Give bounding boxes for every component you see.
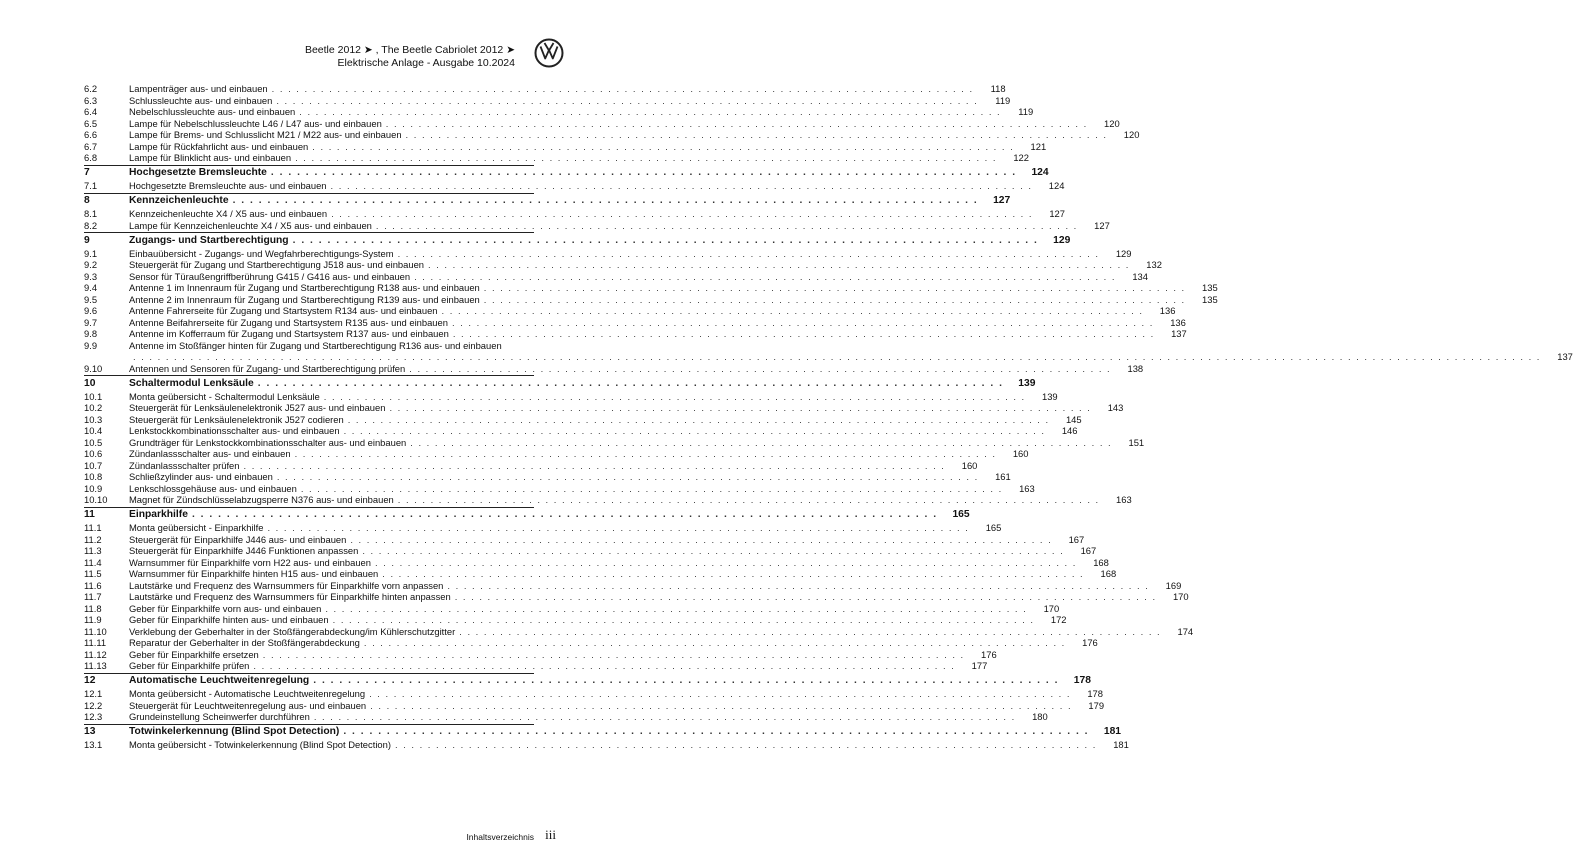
toc-entry[interactable]: [84, 106, 1034, 118]
toc-entry[interactable]: [84, 711, 1048, 723]
toc-entry-number: 6.7: [84, 140, 98, 152]
toc-entry-page: 129: [1115, 247, 1132, 259]
toc-entry-number: 9.7: [84, 316, 98, 328]
toc-entry-title: Schließzylinder aus- und einbauen: [129, 471, 273, 482]
header-edition-line: Elektrische Anlage - Ausgabe 10.2024: [337, 57, 515, 69]
toc-entry[interactable]: [84, 648, 997, 661]
toc-entry-title: Grundträger für Lenkstockkombinationsschalter aus- und einbauen: [129, 436, 407, 448]
toc-entry-title: Lampe für Blinklicht aus- und einbauen: [129, 152, 292, 163]
toc-entry-title: Antenne im Kofferraum für Zugang und Startsystem R137 aus- und einbauen: [129, 328, 449, 339]
toc-entry-number: 6.4: [84, 106, 98, 117]
toc-entry-title: Geber für Einparkhilfe ersetzen: [129, 648, 259, 660]
toc-chapter-entry[interactable]: [84, 507, 970, 523]
toc-entry[interactable]: [84, 152, 1029, 164]
toc-leader-dots: . . . . . . . . . . . . . . . . . . . . . . . . . . . . . . . . . . . . . . . . . . . . . . . . . . . . . . . . . . . . . . . . . . . . . . . . . . . . . . . . . . . . . .: [397, 494, 1100, 505]
toc-entry-page: 120: [1104, 117, 1120, 129]
toc-entry-number: 9.9: [84, 339, 98, 351]
toc-entry-number: 8.2: [84, 219, 98, 231]
toc-leader-dots: . . . . . . . . . . . . . . . . . . . . . . . . . . . . . . . . . . . . . . . . . . . . . . . . . . . . . . . . . . . . . . . . . . . . . . . . . . . . . . . . . . . . . .: [397, 247, 1100, 259]
toc-entry-number: 9.4: [84, 282, 98, 293]
toc-leader-dots: . . . . . . . . . . . . . . . . . . . . . . . . . . . . . . . . . . . . . . . . . . . . . . . . . . . . . . . . . . . . . . . . . . . . . . . . . . . . . . . . . . . . . .: [483, 282, 1186, 293]
toc-entry-title: Antenne im Stoßfänger hinten für Zugang und Startberechtigung R136 aus- und einbauen: [129, 339, 502, 351]
toc-entry-page: 151: [1128, 436, 1145, 448]
toc-leader-dots: . . . . . . . . . . . . . . . . . . . . . . . . . . . . . . . . . . . . . . . . . . . . . . . . . . . . . . . . . . . . . . . . . . . . . . . . . . . . . . . . . . . . . .: [276, 94, 979, 106]
toc-leader-dots: . . . . . . . . . . . . . . . . . . . . . . . . . . . . . . . . . . . . . . . . . . . . . . . . . . . . . . . . . . . . . . . . . . . . . . . . . . . . . . . . . . . . . .: [394, 739, 1097, 750]
toc-entry-title: Lautstärke und Frequenz des Warnsummers für Einparkhilfe vorn anpassen: [129, 579, 444, 591]
toc-entry-page: 134: [1132, 270, 1148, 282]
toc-entry-page: 178: [1073, 675, 1091, 686]
toc-leader-dots: . . . . . . . . . . . . . . . . . . . . . . . . . . . . . . . . . . . . . . . . . . . . . . . . . . . . . . . . . . . . . . . . . . . . . . . . . . . . . . . . . . . . . .: [294, 448, 997, 459]
toc-entry[interactable]: [84, 247, 1132, 260]
toc-entry-title: Antenne Beifahrerseite für Zugang und Startsystem R135 aus- und einbauen: [129, 316, 448, 328]
toc-entry-number: 6.8: [84, 152, 98, 163]
toc-leader-dots: . . . . . . . . . . . . . . . . . . . . . . . . . . . . . . . . . . . . . . . . . . . . . . . . . . . . . . . . . . . . . . . . . . . . . . . . . . . . . . . . . . . . . .: [343, 425, 1046, 436]
toc-entry-title: Lautstärke und Frequenz des Warnsummers für Einparkhilfe hinten anpassen: [129, 591, 451, 602]
toc-entry-number: 6.5: [84, 117, 98, 129]
toc-entry[interactable]: [84, 305, 1176, 317]
toc-entry[interactable]: [84, 259, 1162, 271]
toc-entry-page: 139: [1018, 377, 1036, 389]
toc-entry-page: 127: [1049, 208, 1065, 219]
toc-leader-dots: . . . . . . . . . . . . . . . . . . . . . . . . . . . . . . . . . . . . . . . . . . . . . . . . . . . . . . . . . . . . . . . . . . . . . . . . . . . . . . . . . . . . . .: [299, 106, 1002, 117]
indent-spacer: [84, 351, 129, 363]
toc-entry-number: 9: [84, 234, 90, 246]
toc-entry[interactable]: [84, 219, 1110, 232]
toc-entry-number: 11.2: [84, 533, 102, 545]
toc-entry-number: 8.1: [84, 208, 98, 219]
toc-entry[interactable]: [84, 494, 1132, 506]
toc-leader-dots: . . . . . . . . . . . . . . . . . . . . . . . . . . . . . . . . . . . . . . . . . . . . . . . . . . . . . . . . . . . . . . . . . . . . . . . . . . . . . . . . . . . . . .: [271, 83, 974, 94]
toc-entry-page: 177: [971, 660, 988, 671]
toc-entry-page: 124: [1048, 180, 1065, 191]
toc-entry-title: Totwinkelerkennung (Blind Spot Detection): [129, 726, 340, 737]
toc-leader-dots: . . . . . . . . . . . . . . . . . . . . . . . . . . . . . . . . . . . . . . . . . . . . . . . . . . . . . . . . . . . . . . . . . . . . . . . . . . . . . . . . . . . . . .: [331, 208, 1033, 219]
toc-entry-title: Steuergerät für Lenksäulenelektronik J527 aus- und einbauen: [129, 402, 386, 413]
toc-entry[interactable]: [84, 413, 1082, 426]
toc-entry-page: 129: [1053, 234, 1071, 246]
toc-leader-dots: . . . . . . . . . . . . . . . . . . . . . . . . . . . . . . . . . . . . . . . . . . . . . . . . . . . . . . . . . . . . . . . . . . . . . . . . . . . . . . . . . . . . . .: [428, 259, 1130, 270]
toc-entry-title: Grundeinstellung Scheinwerfer durchführen: [129, 711, 310, 722]
toc-entry-number: 6.2: [84, 83, 98, 94]
toc-entry-title: Antenne Fahrerseite für Zugang und Startsystem R134 aus- und einbauen: [129, 305, 438, 316]
toc-entry-number: 9.8: [84, 328, 98, 339]
toc-entry[interactable]: [84, 140, 1047, 153]
toc-entry-page: 122: [1013, 152, 1029, 163]
toc-entry[interactable]: [84, 579, 1182, 592]
toc-entry-page: 163: [1019, 482, 1035, 494]
toc-leader-dots: . . . . . . . . . . . . . . . . . . . . . . . . . . . . . . . . . . . . . . . . . . . . . . . . . . . . . . . . . . . . . . . . . . . . . . . . . . . . . . . . . . . . . .: [452, 328, 1155, 339]
toc-entry-page: 136: [1170, 316, 1186, 328]
toc-leader-dots: . . . . . . . . . . . . . . . . . . . . . . . . . . . . . . . . . . . . . . . . . . . . . . . . . . . . . . . . . . . . . . . . . . . . . . . . . . . . . . . . . . . . . .: [243, 459, 946, 471]
toc-entry-title: Lenkschlossgehäuse aus- und einbauen: [129, 482, 297, 494]
toc-entry-title: Antenne 2 im Innenraum für Zugang und Startberechtigung R139 aus- und einbauen: [129, 293, 480, 305]
toc-entry-page: 124: [1031, 167, 1049, 178]
toc-entry-number: 10.6: [84, 448, 103, 459]
toc-entry-title: Einparkhilfe: [129, 509, 188, 520]
toc-entry-page: 143: [1107, 402, 1124, 413]
toc-entry-title: Geber für Einparkhilfe hinten aus- und einbauen: [129, 614, 329, 625]
toc-leader-dots: . . . . . . . . . . . . . . . . . . . . . . . . . . . . . . . . . . . . . . . . . . . . . . . . . . . . . . . . . . . . . . . . . . . . . . . . . . . . . . . . . . . . . .: [447, 579, 1150, 591]
toc-entry-title: Steuergerät für Zugang und Startberechtigung J518 aus- und einbauen: [129, 259, 425, 270]
toc-leader-dots: . . . . . . . . . . . . . . . . . . . . . . . . . . . . . . . . . . . . . . . . . . . . . . . . . . . . . . . . . . . . . . . . . . . . . . . . . . . . . . . . . . . . . .: [347, 413, 1050, 425]
toc-leader-dots: . . . . . . . . . . . . . . . . . . . . . . . . . . . . . . . . . . . . . . . . . . . . . . . . . . . . . . . . . . . . . . . . . . . . . . . . . . . . . . . . . . . . . .: [276, 471, 979, 482]
toc-entry-number: 9.3: [84, 270, 98, 282]
toc-entry-title: Hochgesetzte Bremsleuchte: [129, 167, 267, 178]
toc-entry-page: 119: [995, 94, 1011, 106]
toc-leader-dots: . . . . . . . . . . . . . . . . . . . . . . . . . . . . . . . . . . . . . . . . . . . . . . . . . . . . . . . . . . . . . . . . . . . . . . . . . . . . . . . . . . . . . .: [295, 152, 997, 163]
toc-entry[interactable]: [84, 83, 1006, 95]
toc-leader-dots: . . . . . . . . . . . . . . . . . . . . . . . . . . . . . . . . . . . . . . . . . . . . . . . . . . . . . . . . . . . . . . . . . . . . . . . . . . . . . . . . . . . . . .: [332, 614, 1035, 625]
toc-entry-page: 163: [1116, 494, 1132, 505]
toc-entry-title: Sensor für Türaußengriffberührung G415 / G416 aus- und einbauen: [129, 270, 411, 282]
toc-entry[interactable]: [84, 739, 1129, 751]
toc-entry-page: 170: [1172, 591, 1189, 602]
toc-entry-title: Antenne 1 im Innenraum für Zugang und Startberechtigung R138 aus- und einbauen: [129, 282, 480, 293]
toc-entry-title: Magnet für Zündschlüsselabzugsperre N376 aus- und einbauen: [129, 494, 394, 505]
toc-entry-page: 168: [1100, 568, 1117, 579]
toc-entry-number: 10.2: [84, 402, 103, 413]
toc-leader-dots: . . . . . . . . . . . . . . . . . . . . . . . . . . . . . . . . . . . . . . . . . . . . . . . . . . . . . . . . . . . . . . . . . . . . . . . . . . . . . . . . . . . . . .: [410, 436, 1113, 448]
toc-entry-number: 10.7: [84, 459, 103, 471]
toc-entry-number: 11.12: [84, 648, 107, 660]
toc-chapter-entry[interactable]: [84, 724, 1122, 740]
toc-entry-number: 7.1: [84, 180, 98, 191]
toc-entry[interactable]: [84, 699, 1105, 712]
toc-entry-title: Steuergerät für Einparkhilfe J446 Funktionen anpassen: [129, 545, 359, 556]
toc-entry[interactable]: [84, 328, 1187, 340]
toc-leader-dots: . . . . . . . . . . . . . . . . . . . . . . . . . . . . . . . . . . . . . . . . . . . . . . . . . . . . . . . . . . . . . . . . . . . . . . . . . . . . . . . . . . . . . .: [483, 293, 1186, 305]
toc-entry-title: Monta geübersicht - Automatische Leuchtweitenregelung: [129, 688, 366, 699]
toc-entry-title: Lampe für Kennzeichenleuchte X4 / X5 aus- und einbauen: [129, 219, 372, 231]
toc-leader-dots: . . . . . . . . . . . . . . . . . . . . . . . . . . . . . . . . . . . . . . . . . . . . . . . . . . . . . . . . . . . . . . . . . . . . . . . . . . . . . . . . . . . . . .: [454, 591, 1157, 602]
toc-entry[interactable]: [84, 688, 1103, 700]
toc-leader-dots: . . . . . . . . . . . . . . . . . . . . . . . . . . . . . . . . . . . . . . . . . . . . . . . . . . . . . . . . . . . . . . . . . . . . . . . . . . . . . . . . . . . . . .: [409, 362, 1112, 374]
toc-entry-page: 137: [1557, 351, 1573, 362]
toc-leader-dots: . . . . . . . . . . . . . . . . . . . . . . . . . . . . . . . . . . . . . . . . . . . . . . . . . . . . . . . . . . . . . . . . . . . . . . . . . . . . . . . . . . . . . .: [312, 140, 1015, 152]
toc-entry-page: 161: [995, 471, 1011, 482]
toc-entry-number: 10.4: [84, 425, 103, 436]
toc-leader-dots: . . . . . . . . . . . . . . . . . . . . . . . . . . . . . . . . . . . . . . . . . . . . . . . . . . . . . . . . . . . . . . . . . . . . . . . . . . . . . . . . . . . . . .: [313, 711, 1016, 722]
toc-leader-dots: . . . . . . . . . . . . . . . . . . . . . . . . . . . . . . . . . . . . . . . . . . . . . . . . . . . . . . . . . . . . . . . . . . . . . . . . . . . . . . . . . . . . . .: [300, 482, 1003, 494]
toc-entry-number: 11: [84, 509, 95, 520]
toc-leader-dots: . . . . . . . . . . . . . . . . . . . . . . . . . . . . . . . . . . . . . . . . . . . . . . . . . . . . . . . . . . . . . . . . . . . . . . . . . . . . . . . . . . . . . .: [350, 533, 1053, 545]
toc-entry-title: Zündanlassschalter aus- und einbauen: [129, 448, 291, 459]
toc-entry-number: 6.3: [84, 94, 98, 106]
toc-entry-page: 172: [1050, 614, 1067, 625]
toc-leader-dots: . . . . . . . . . . . . . . . . . . . . . . . . . . . . . . . . . . . . . . . . . . . . . . . . . . . . . . . . . . . . . . . . . . . . . . . . . . . . . . . . . . . . . .: [382, 568, 1085, 579]
toc-entry-title: Zündanlassschalter prüfen: [129, 459, 240, 471]
toc-chapter-entry[interactable]: [84, 375, 1036, 391]
toc-entry-number: 10: [84, 377, 96, 389]
toc-entry-page: 167: [1068, 533, 1085, 545]
toc-entry-page: 181: [1113, 739, 1129, 750]
toc-entry-number: 11.10: [84, 625, 107, 637]
toc-leader-dots: . . . . . . . . . . . . . . . . . . . . . . . . . . . . . . . . . . . . . . . . . . . . . . . . . . . . . . . . . . . . . . . . . . . . . . . . . . . . . . . . . . . . . .: [370, 699, 1073, 711]
toc-leader-dots: . . . . . . . . . . . . . . . . . . . . . . . . . . . . . . . . . . . . . . . . . . . . . . . . . . . . . . . . . . . . . . . . . . . . . . . . . . . . . . . . . . . . . .: [405, 129, 1108, 140]
toc-leader-dots: . . . . . . . . . . . . . . . . . . . . . . . . . . . . . . . . . . . . . . . . . . . . . . . . . . . . . . . . . . . . . . . . . . . . . . . . . . . . . . . . . . . . . .: [253, 660, 956, 671]
toc-entry-number: 11.13: [84, 660, 107, 671]
toc-entry[interactable]: [84, 556, 1109, 569]
toc-entry[interactable]: [84, 270, 1148, 283]
toc-entry-title: Steuergerät für Einparkhilfe J446 aus- und einbauen: [129, 533, 347, 545]
toc-entry-page: 160: [1012, 448, 1029, 459]
toc-entry-number: 13.1: [84, 739, 103, 750]
toc-entry-number: 9.10: [84, 362, 103, 374]
document-header: [305, 44, 515, 70]
toc-entry-number: 11.1: [84, 522, 102, 533]
toc-leader-dots: . . . . . . . . . . . . . . . . . . . . . . . . . . . . . . . . . . . . . . . . . . . . . . . . . . . . . . . . . . . . . . . . . . . . . . . . . . . . . . . . . . . . . .: [385, 117, 1088, 129]
toc-entry-page: 170: [1043, 602, 1060, 614]
toc-entry-number: 9.5: [84, 293, 98, 305]
table-of-contents: [84, 83, 1573, 751]
toc-entry-title: Einbauübersicht - Zugangs- und Wegfahrberechtigungs-System: [129, 247, 394, 259]
toc-entry-number: 12.3: [84, 711, 103, 722]
toc-entry-number: 9.1: [84, 247, 98, 259]
toc-entry[interactable]: [84, 436, 1145, 449]
toc-entry-title: Lenkstockkombinationsschalter aus- und einbauen: [129, 425, 340, 436]
toc-entry-title: Lampe für Rückfahrlicht aus- und einbauen: [129, 140, 309, 152]
toc-chapter-entry[interactable]: [84, 193, 1011, 209]
toc-leader-dots: . . . . . . . . . . . . . . . . . . . . . . . . . . . . . . . . . . . . . . . . . . . . . . . . . . . . . . . . . . . . . . . . . . . . . . . . . . . . . . . . . . . . . .: [459, 625, 1162, 637]
toc-entry-number: 11.7: [84, 591, 102, 602]
toc-entry-number: 10.9: [84, 482, 103, 494]
toc-entry-page: 167: [1080, 545, 1097, 556]
toc-entry-title: Geber für Einparkhilfe vorn aus- und einbauen: [129, 602, 322, 614]
toc-leader-dots: . . . . . . . . . . . . . . . . . . . . . . . . . . . . . . . . . . . . . . . . . . . . . . . . . . . . . . . . . . . . . . . . . . . . . . . . . . . . . . . . . . . . . .: [451, 316, 1154, 328]
toc-entry[interactable]: [84, 316, 1186, 329]
toc-entry[interactable]: [84, 117, 1120, 130]
toc-entry-page: 121: [1030, 140, 1047, 152]
toc-entry-number: 10.5: [84, 436, 103, 448]
toc-entry-title: Warnsummer für Einparkhilfe vorn H22 aus- und einbauen: [129, 556, 371, 568]
toc-leader-dots: . . . . . . . . . . . . . . . . . . . . . . . . . . . . . . . . . . . . . . . . . . . . . . . . . . . . . . . . . . . . . . . . . . . . . . . . . . . . . . . . . . . . . .: [441, 305, 1144, 316]
toc-entry-title: Monta geübersicht - Totwinkelerkennung (Blind Spot Detection): [129, 739, 391, 750]
toc-entry-title: Geber für Einparkhilfe prüfen: [129, 660, 250, 671]
toc-leader-dots: . . . . . . . . . . . . . . . . . . . . . . . . . . . . . . . . . . . . . . . . . . . . . . . . . . . . . . . . . . . . . . . . . . . . . . . . . . . . . . . . . . . . . .: [232, 195, 979, 206]
toc-entry-title: Schaltermodul Lenksäule: [129, 377, 254, 389]
page-number: iii: [545, 827, 556, 842]
toc-entry-number: 10.10: [84, 494, 108, 505]
toc-leader-dots: . . . . . . . . . . . . . . . . . . . . . . . . . . . . . . . . . . . . . . . . . . . . . . . . . . . . . . . . . . . . . . . . . . . . . . . . . . . . . . . . . . . . . .: [262, 648, 965, 660]
toc-entry-number: 10.8: [84, 471, 103, 482]
toc-entry-title: Lampe für Nebelschlussleuchte L46 / L47 aus- und einbauen: [129, 117, 382, 129]
toc-entry-page: 169: [1165, 579, 1182, 591]
toc-entry[interactable]: [84, 339, 1573, 363]
toc-entry-page: 119: [1018, 106, 1034, 117]
toc-entry-title: Monta geübersicht - Einparkhilfe: [129, 522, 264, 533]
toc-entry-page: 179: [1088, 699, 1105, 711]
toc-chapter-entry[interactable]: [84, 165, 1049, 181]
toc-entry-page: 127: [993, 195, 1011, 206]
toc-entry-title: Monta geübersicht - Schaltermodul Lenksäule: [129, 390, 320, 402]
toc-entry-page: 165: [952, 509, 970, 520]
toc-entry-number: 12: [84, 675, 96, 686]
toc-entry-number: 7: [84, 167, 90, 178]
toc-entry-number: 12.1: [84, 688, 103, 699]
toc-entry-title: Kennzeichenleuchte: [129, 195, 229, 206]
toc-entry-title: Schlussleuchte aus- und einbauen: [129, 94, 273, 106]
toc-leader-dots: . . . . . . . . . . . . . . . . . . . . . . . . . . . . . . . . . . . . . . . . . . . . . . . . . . . . . . . . . . . . . . . . . . . . . . . . . . . . . . . . . . . . . .: [330, 180, 1033, 191]
toc-entry-number: 13: [84, 726, 96, 737]
toc-leader-dots: . . . . . . . . . . . . . . . . . . . . . . . . . . . . . . . . . . . . . . . . . . . . . . . . . . . . . . . . . . . . . . . . . . . . . . . . . . . . . . . . . . . . . .: [270, 167, 1017, 178]
toc-entry[interactable]: [84, 568, 1117, 580]
toc-entry-page: 138: [1127, 362, 1144, 374]
toc-entry-title: Antennen und Sensoren für Zugang- und Startberechtigung prüfen: [129, 362, 406, 374]
toc-entry[interactable]: [84, 614, 1067, 626]
toc-entry-page: 135: [1202, 282, 1218, 293]
toc-leader-dots: . . . . . . . . . . . . . . . . . . . . . . . . . . . . . . . . . . . . . . . . . . . . . . . . . . . . . . . . . . . . . . . . . . . . . . . . . . . . . . . . . . . . . .: [389, 402, 1092, 413]
toc-entry[interactable]: [84, 533, 1085, 546]
toc-entry-number: 11.5: [84, 568, 102, 579]
toc-entry[interactable]: [84, 637, 1098, 649]
toc-entry[interactable]: [84, 602, 1060, 615]
toc-entry[interactable]: [84, 591, 1189, 603]
toc-entry-number: 11.4: [84, 556, 102, 568]
toc-leader-dots: . . . . . . . . . . . . . . . . . . . . . . . . . . . . . . . . . . . . . . . . . . . . . . . . . . . . . . . . . . . . . . . . . . . . . . . . . . . . . . . . . . . . . . . . . . . . . . . . . . . . . . . . . . . . . . . . . . . . . . . . . . . . . . . . . . . . . . . . . . . . . . . . . . . . . . . . . . . . . . . . . . . . . . . . . . . .: [133, 351, 1541, 362]
toc-entry-number: 11.11: [84, 637, 107, 648]
toc-entry-title: Reparatur der Geberhalter in der Stoßfängerabdeckung: [129, 637, 360, 648]
toc-entry-number: 10.3: [84, 413, 103, 425]
toc-entry-page: 145: [1065, 413, 1082, 425]
toc-entry-title: Steuergerät für Leuchtweitenregelung aus- und einbauen: [129, 699, 367, 711]
toc-entry-number: 11.6: [84, 579, 102, 591]
toc-leader-dots: . . . . . . . . . . . . . . . . . . . . . . . . . . . . . . . . . . . . . . . . . . . . . . . . . . . . . . . . . . . . . . . . . . . . . . . . . . . . . . . . . . . . . .: [343, 726, 1090, 737]
toc-entry-page: 160: [961, 459, 978, 471]
toc-entry-page: 146: [1061, 425, 1078, 436]
toc-entry-number: 11.3: [84, 545, 102, 556]
toc-leader-dots: . . . . . . . . . . . . . . . . . . . . . . . . . . . . . . . . . . . . . . . . . . . . . . . . . . . . . . . . . . . . . . . . . . . . . . . . . . . . . . . . . . . . . .: [267, 522, 970, 533]
toc-entry[interactable]: [84, 208, 1065, 220]
toc-entry[interactable]: [84, 660, 988, 672]
vw-logo-icon: [534, 38, 564, 68]
toc-leader-dots: . . . . . . . . . . . . . . . . . . . . . . . . . . . . . . . . . . . . . . . . . . . . . . . . . . . . . . . . . . . . . . . . . . . . . . . . . . . . . . . . . . . . . .: [191, 509, 938, 520]
toc-entry[interactable]: [84, 293, 1218, 306]
toc-entry-title: Lampe für Brems- und Schlusslicht M21 / M22 aus- und einbauen: [129, 129, 402, 140]
toc-entry-number: 6.6: [84, 129, 98, 140]
toc-chapter-entry[interactable]: [84, 673, 1091, 689]
toc-entry-page: 120: [1123, 129, 1140, 140]
toc-entry[interactable]: [84, 282, 1218, 294]
toc-entry-page: 180: [1032, 711, 1048, 722]
toc-entry-title: Zugangs- und Startberechtigung: [129, 234, 289, 246]
toc-entry[interactable]: [84, 180, 1065, 192]
toc-entry-title: Nebelschlussleuchte aus- und einbauen: [129, 106, 296, 117]
toc-entry-number: 9.6: [84, 305, 98, 316]
toc-entry[interactable]: [84, 625, 1194, 638]
toc-entry-title: Hochgesetzte Bremsleuchte aus- und einbauen: [129, 180, 327, 191]
toc-entry-title: Kennzeichenleuchte X4 / X5 aus- und einbauen: [129, 208, 328, 219]
header-model-line: Beetle 2012 ➤ , The Beetle Cabriolet 2012 ➤: [304, 44, 515, 56]
toc-entry-number: 10.1: [84, 390, 103, 402]
toc-entry-number: 12.2: [84, 699, 103, 711]
toc-entry-title: Warnsummer für Einparkhilfe hinten H15 aus- und einbauen: [129, 568, 379, 579]
toc-leader-dots: . . . . . . . . . . . . . . . . . . . . . . . . . . . . . . . . . . . . . . . . . . . . . . . . . . . . . . . . . . . . . . . . . . . . . . . . . . . . . . . . . . . . . .: [374, 556, 1077, 568]
toc-entry-page: 137: [1171, 328, 1187, 339]
toc-leader-dots: . . . . . . . . . . . . . . . . . . . . . . . . . . . . . . . . . . . . . . . . . . . . . . . . . . . . . . . . . . . . . . . . . . . . . . . . . . . . . . . . . . . . . .: [375, 219, 1078, 231]
toc-entry-page: 165: [985, 522, 1002, 533]
toc-leader-dots: . . . . . . . . . . . . . . . . . . . . . . . . . . . . . . . . . . . . . . . . . . . . . . . . . . . . . . . . . . . . . . . . . . . . . . . . . . . . . . . . . . . . . .: [257, 377, 1004, 389]
toc-entry-page: 118: [990, 83, 1006, 94]
toc-entry[interactable]: [84, 482, 1035, 495]
toc-entry-number: 8: [84, 195, 90, 206]
toc-entry-title: Lampenträger aus- und einbauen: [129, 83, 268, 94]
toc-entry-page: 178: [1087, 688, 1103, 699]
toc-leader-dots: . . . . . . . . . . . . . . . . . . . . . . . . . . . . . . . . . . . . . . . . . . . . . . . . . . . . . . . . . . . . . . . . . . . . . . . . . . . . . . . . . . . . . .: [414, 270, 1116, 282]
toc-entry-number: 11.9: [84, 614, 102, 625]
toc-leader-dots: . . . . . . . . . . . . . . . . . . . . . . . . . . . . . . . . . . . . . . . . . . . . . . . . . . . . . . . . . . . . . . . . . . . . . . . . . . . . . . . . . . . . . .: [363, 637, 1066, 648]
toc-entry-page: 139: [1041, 390, 1058, 402]
toc-entry[interactable]: [84, 94, 1011, 107]
toc-entry-page: 181: [1103, 726, 1122, 737]
toc-entry-page: 176: [1082, 637, 1098, 648]
toc-leader-dots: . . . . . . . . . . . . . . . . . . . . . . . . . . . . . . . . . . . . . . . . . . . . . . . . . . . . . . . . . . . . . . . . . . . . . . . . . . . . . . . . . . . . . .: [325, 602, 1028, 614]
toc-entry-page: 127: [1094, 219, 1110, 231]
toc-entry[interactable]: [84, 459, 978, 472]
toc-entry[interactable]: [84, 471, 1011, 483]
toc-entry-title: Verklebung der Geberhalter in der Stoßfängerabdeckung/im Kühlerschutzgitter: [129, 625, 456, 637]
toc-leader-dots: . . . . . . . . . . . . . . . . . . . . . . . . . . . . . . . . . . . . . . . . . . . . . . . . . . . . . . . . . . . . . . . . . . . . . . . . . . . . . . . . . . . . . .: [323, 390, 1026, 402]
toc-entry-title: Automatische Leuchtweitenregelung: [129, 675, 310, 686]
toc-entry[interactable]: [84, 425, 1078, 437]
toc-leader-dots: . . . . . . . . . . . . . . . . . . . . . . . . . . . . . . . . . . . . . . . . . . . . . . . . . . . . . . . . . . . . . . . . . . . . . . . . . . . . . . . . . . . . . .: [369, 688, 1071, 699]
toc-entry[interactable]: [84, 448, 1029, 460]
toc-entry-page: 136: [1159, 305, 1176, 316]
toc-leader-dots: . . . . . . . . . . . . . . . . . . . . . . . . . . . . . . . . . . . . . . . . . . . . . . . . . . . . . . . . . . . . . . . . . . . . . . . . . . . . . . . . . . . . . .: [292, 234, 1039, 246]
toc-entry[interactable]: [84, 129, 1140, 141]
toc-entry-page: 168: [1093, 556, 1109, 568]
toc-leader-dots: . . . . . . . . . . . . . . . . . . . . . . . . . . . . . . . . . . . . . . . . . . . . . . . . . . . . . . . . . . . . . . . . . . . . . . . . . . . . . . . . . . . . . .: [362, 545, 1065, 556]
footer-section-label: Inhaltsverzeichnis: [466, 832, 534, 842]
toc-entry-number: 9.2: [84, 259, 98, 270]
toc-entry[interactable]: [84, 522, 1002, 534]
toc-entry[interactable]: [84, 362, 1144, 375]
toc-entry-page: 135: [1202, 293, 1218, 305]
toc-entry-number: 11.8: [84, 602, 102, 614]
toc-entry[interactable]: [84, 545, 1097, 557]
toc-entry[interactable]: [84, 390, 1058, 403]
toc-entry-title: Steuergerät für Lenksäulenelektronik J527 codieren: [129, 413, 344, 425]
toc-leader-dots: . . . . . . . . . . . . . . . . . . . . . . . . . . . . . . . . . . . . . . . . . . . . . . . . . . . . . . . . . . . . . . . . . . . . . . . . . . . . . . . . . . . . . .: [313, 675, 1059, 686]
toc-entry-page: 176: [981, 648, 997, 660]
toc-entry[interactable]: [84, 402, 1124, 414]
toc-entry-page: 132: [1146, 259, 1162, 270]
toc-chapter-entry[interactable]: [84, 232, 1071, 248]
toc-entry-page: 174: [1177, 625, 1194, 637]
